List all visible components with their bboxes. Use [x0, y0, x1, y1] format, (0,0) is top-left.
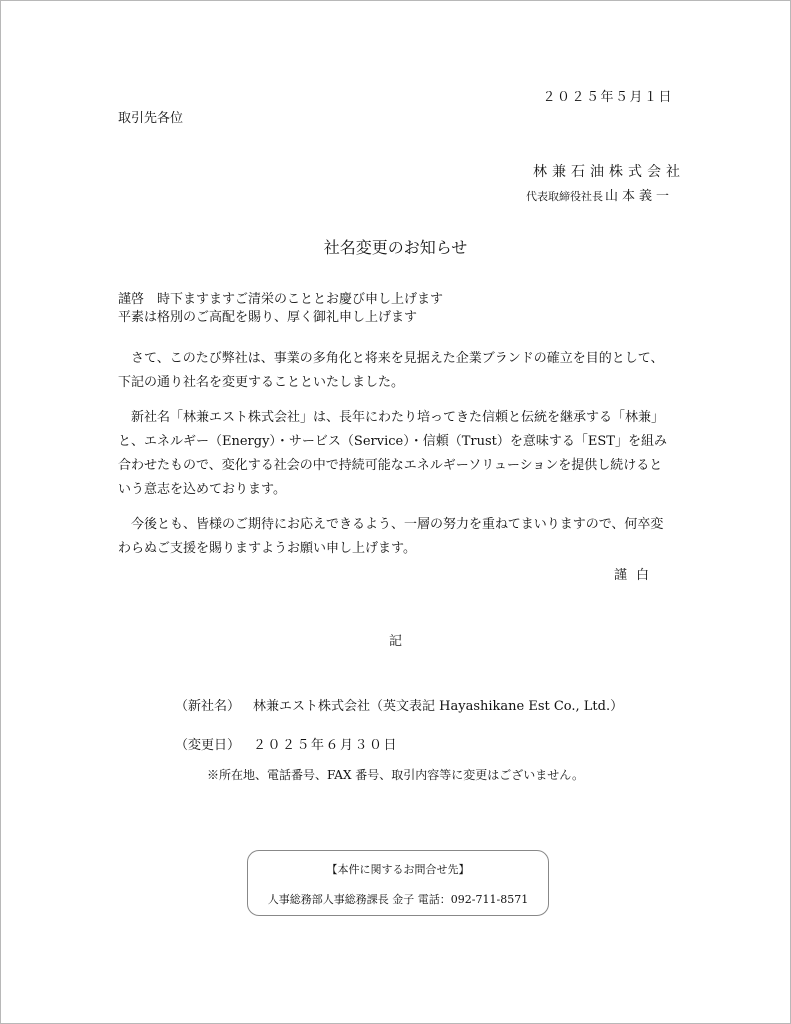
letter-date: ２０２５年５月１日 — [542, 90, 673, 105]
rep-name: 山本義一 — [604, 189, 673, 204]
contact-info: 人事総務部人事総務課長 金子 電話：092-711-8571 — [267, 893, 529, 906]
recipient: 取引先各位 — [118, 111, 184, 126]
greeting-line-1: 謹啓 時下ますますご清栄のこととお慶び申し上げます — [118, 292, 444, 307]
new-company-name-row — [175, 695, 623, 714]
change-date-label: （変更日） — [175, 738, 241, 753]
sender-company: 林兼石油株式会社 — [533, 164, 685, 180]
new-name-value: 林兼エスト株式会社（英文表記 Hayashikane Est Co., Ltd.） — [253, 699, 624, 714]
contact-title: 【本件に関するお問合せ先】 — [326, 863, 470, 876]
body-paragraph-3: 今後とも、皆様のご期待にお応えできるよう、一層の努力を重ねてまいりますので、何卒変わらぬご支援を賜りますようお願い申し上げます。 — [118, 517, 664, 556]
closing-phrase: 謹白 — [613, 568, 658, 583]
unchanged-note: ※所在地、電話番号、FAX 番号、取引内容等に変更はございません。 — [207, 768, 585, 782]
sender-representative — [526, 185, 673, 204]
rep-title: 代表取締役社長 — [525, 190, 603, 203]
letter-title: 社名変更のお知らせ — [323, 238, 468, 257]
body-paragraph-1: さて、このたび弊社は、事業の多角化と将来を見据えた企業ブランドの確立を目的として、下記の通り社名を変更することといたしました。 — [118, 351, 664, 390]
change-date-row — [175, 734, 398, 753]
body-paragraph-2: 新社名「林兼エスト株式会社」は、長年にわたり培ってきた信頼と伝統を継承する「林兼」と、エネルギー（Energy）・サービス（Service）・信頼（Trust）を意味する「EST」を組み合わせたもので、変化する社会の中で持続可能なエネルギーソリューションを提供し続けるという意志を込めております。 — [118, 410, 667, 497]
greeting-line-2: 平素は格別のご高配を賜り、厚く御礼申し上げます — [118, 310, 418, 325]
ki-heading: 記 — [388, 634, 402, 649]
contact-box — [247, 850, 549, 916]
change-date-value: ２０２５年６月３０日 — [253, 738, 399, 753]
new-name-label: （新社名） — [175, 699, 241, 714]
